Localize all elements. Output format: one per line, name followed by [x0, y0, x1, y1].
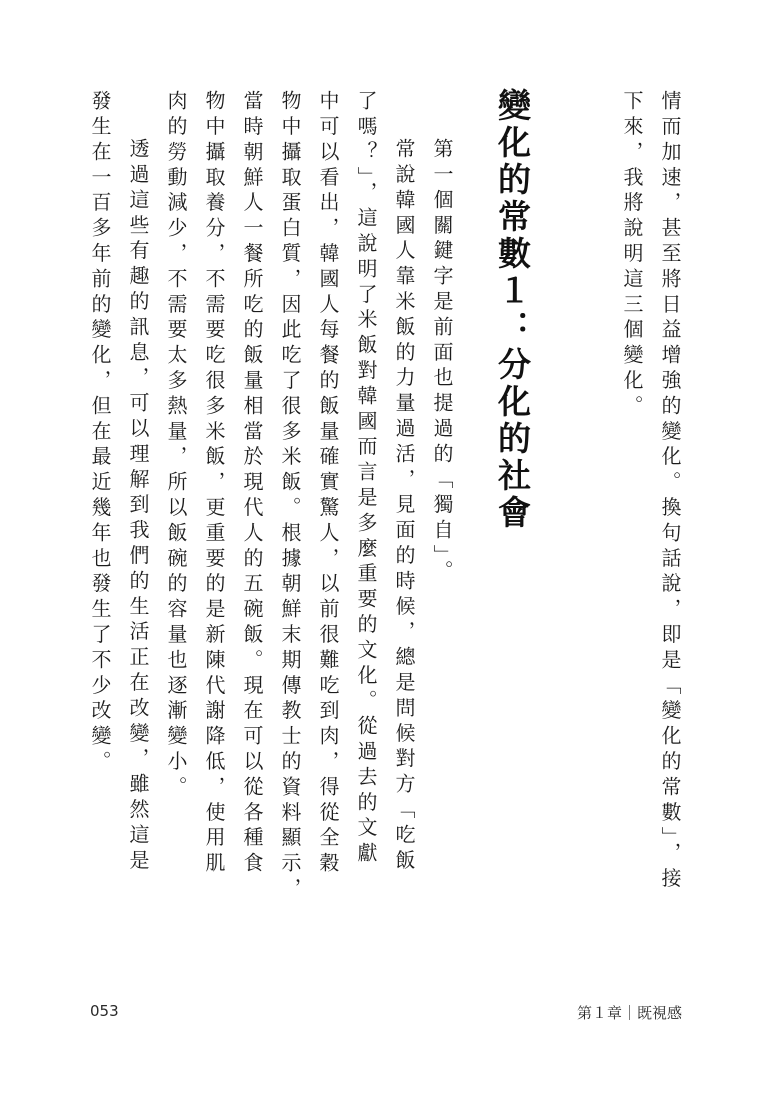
paragraph-line: 透過這些有趣的訊息，可以理解到我們的生活正在改變，雖然這是: [126, 138, 150, 875]
paragraph-line: 發生在一百多年前的變化，但在最近幾年也發生了不少改變。: [88, 90, 112, 776]
running-header-chapter: 第１章｜既視感: [576, 1004, 682, 1022]
paragraph-line: 物中攝取蛋白質，因此吃了很多米飯。根據朝鮮末期傳教士的資料顯示，: [278, 90, 302, 903]
paragraph-line: 中可以看出，韓國人每餐的飯量確實驚人，以前很難吃到肉，得從全穀: [316, 90, 340, 878]
paragraph-line: 當時朝鮮人一餐所吃的飯量相當於現代人的五碗飯。現在可以從各種食: [240, 90, 264, 878]
paragraph-line: 常說韓國人靠米飯的力量過活，見面的時候，總是問候對方「吃飯: [392, 138, 416, 875]
paragraph-line: 了嗎？」，這說明了米飯對韓國而言是多麼重要的文化。從過去的文獻: [354, 90, 378, 868]
paragraph-line: 情而加速，甚至將日益增強的變化。換句話說，即是「變化的常數」，接: [658, 90, 682, 893]
page-number: 053: [90, 1002, 119, 1020]
paragraph-line: 物中攝取養分，不需要吃很多米飯，更重要的是新陳代謝降低，使用肌: [202, 90, 226, 878]
paragraph-line: 第一個關鍵字是前面也提過的「獨自」。: [430, 138, 454, 586]
section-heading: 變化的常數１：分化的社會: [493, 88, 532, 532]
paragraph-line: 下來，我將說明這三個變化。: [620, 90, 644, 421]
paragraph-line: 肉的勞動減少，不需要太多熱量，所以飯碗的容量也逐漸變小。: [164, 90, 188, 802]
